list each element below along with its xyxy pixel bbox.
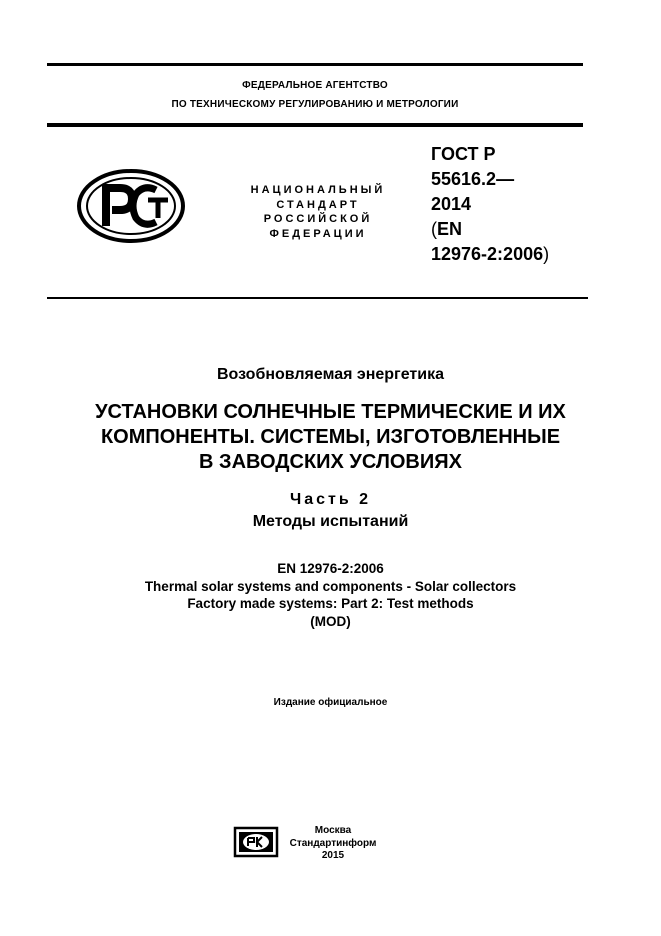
designation-paren-open: ( bbox=[431, 219, 437, 239]
en-reference bbox=[0, 560, 661, 630]
header-rule bbox=[47, 123, 583, 127]
en-reference-line: EN 12976-2:2006 bbox=[277, 561, 384, 576]
main-title-line: УСТАНОВКИ СОЛНЕЧНЫЕ ТЕРМИЧЕСКИЕ И ИХ bbox=[95, 401, 566, 423]
part-title: Методы испытаний bbox=[252, 513, 409, 530]
rst-certification-logo-icon bbox=[76, 168, 186, 244]
national-standard-label bbox=[228, 183, 408, 241]
designation-line-1: ГОСТ Р bbox=[431, 144, 496, 164]
designation-line-2: 55616.2— bbox=[431, 169, 515, 189]
publisher-name: Стандартинформ bbox=[289, 837, 377, 849]
en-reference-line: (MOD) bbox=[310, 613, 351, 629]
mid-rule bbox=[47, 297, 588, 299]
designation-ref-code: EN bbox=[437, 219, 463, 239]
part-number: Часть 2 bbox=[289, 491, 372, 508]
agency-line-2: ПО ТЕХНИЧЕСКОМУ РЕГУЛИРОВАНИЮ И МЕТРОЛОГИИ bbox=[171, 99, 459, 110]
national-standard-line: ФЕДЕРАЦИИ bbox=[269, 227, 367, 240]
publisher-block bbox=[285, 825, 381, 863]
agency-line-1: ФЕДЕРАЛЬНОЕ АГЕНТСТВО bbox=[242, 80, 388, 91]
designation-reference-number bbox=[431, 242, 581, 267]
national-standard-line: РОССИЙСКОЙ bbox=[263, 213, 373, 225]
designation-line-3: 2014 bbox=[431, 194, 472, 214]
publisher-city: Москва bbox=[314, 825, 352, 836]
main-title-line: В ЗАВОДСКИХ УСЛОВИЯХ bbox=[199, 451, 462, 473]
main-title bbox=[0, 400, 661, 475]
designation-ref-number: 12976-2:2006 bbox=[431, 244, 544, 264]
national-standard-line: СТАНДАРТ bbox=[276, 198, 360, 211]
en-reference-line: Thermal solar systems and components - Solar collectors bbox=[144, 578, 517, 594]
standartinform-logo-icon bbox=[233, 826, 279, 858]
en-reference-line: Factory made systems: Part 2: Test methods bbox=[187, 596, 474, 611]
top-rule bbox=[47, 63, 583, 66]
edition-label: Издание официальное bbox=[273, 697, 388, 708]
category-title: Возобновляемая энергетика bbox=[217, 366, 444, 383]
designation-paren-close: ) bbox=[543, 244, 550, 264]
main-title-line: КОМПОНЕНТЫ. СИСТЕМЫ, ИЗГОТОВЛЕННЫЕ bbox=[100, 426, 561, 448]
standard-designation bbox=[431, 142, 581, 267]
publisher-year: 2015 bbox=[321, 850, 345, 861]
designation-reference bbox=[431, 217, 581, 242]
national-standard-line: НАЦИОНАЛЬНЫЙ bbox=[250, 184, 386, 196]
